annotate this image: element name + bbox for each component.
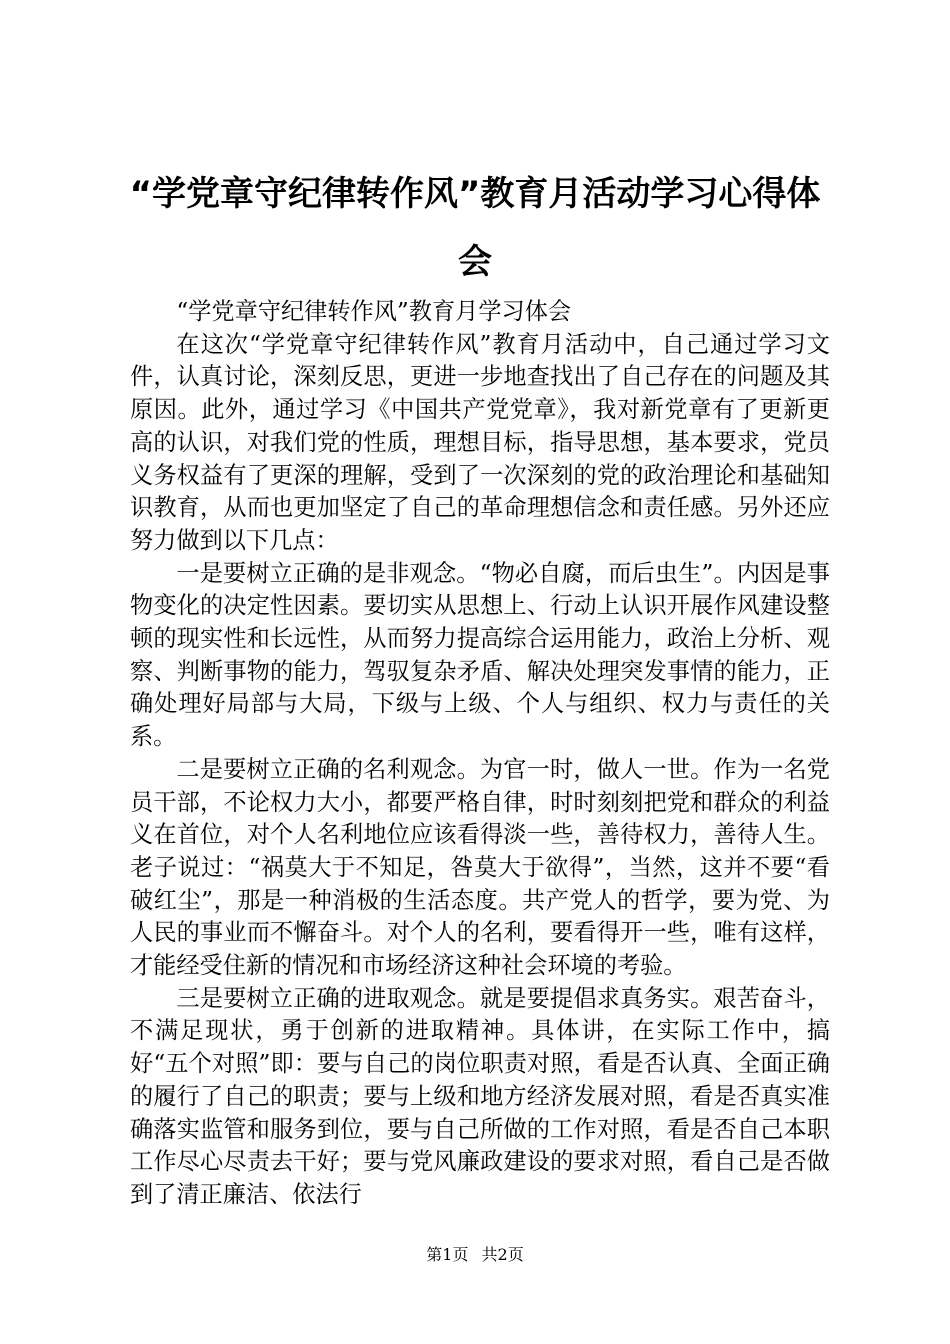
paragraph-subtitle: “学党章守纪律转作风”教育月学习体会 [176, 298, 572, 325]
page-total: 共2页 [481, 1245, 524, 1264]
paragraph-intro: 在这次“学党章守纪律转作风”教育月活动中，自己通过学习文件，认真讨论，深刻反思，更进一步地查找出了自己存在的问题及其原因。此外，通过学习《中国共产党党章》，我对新党章有了更新更高的认识，对我们党的性质，理想目标，指导思想，基本要求，党员义务权益有了更深的理解，受到了一次深刻的党的政治理论和基础知识教育，从而也更加坚定了自己的革命理想信念和责任感。另外还应努力做到以下几点： [130, 330, 830, 554]
paragraph-point-three: 三是要树立正确的进取观念。就是要提倡求真务实。艰苦奋斗，不满足现状，勇于创新的进取精神。具体讲，在实际工作中，搞好“五个对照”即：要与自己的岗位职责对照，看是否认真、全面正确的履行了自己的职责；要与上级和地方经济发展对照，看是否真实准确落实监管和服务到位，要与自己所做的工作对照，看是否自己本职工作尽心尽责去干好；要与党风廉政建设的要求对照，看自己是否做到了清正廉洁、依法行 [130, 984, 830, 1208]
document-title: “学党章守纪律转作风”教育月活动学习心得体会 [129, 174, 821, 282]
document-body [130, 296, 830, 1212]
paragraph-point-two: 二是要树立正确的名利观念。为官一时，做人一世。作为一名党员干部，不论权力大小，都要严格自律，时时刻刻把党和群众的利益义在首位，对个人名利地位应该看得淡一些，善待权力，善待人生。老子说过：“祸莫大于不知足，咎莫大于欲得”，当然，这并不要“看破红尘”，那是一种消极的生活态度。共产党人的哲学，要为党、为人民的事业而不懈奋斗。对个人的名利，要看得开一些，唯有这样，才能经受住新的情况和市场经济这种社会环境的考验。 [130, 755, 830, 980]
page-number: 第1页 [426, 1245, 469, 1264]
paragraph-point-one: 一是要树立正确的是非观念。“物必自腐，而后虫生”。内因是事物变化的决定性因素。要切实从思想上、行动上认识开展作风建设整顿的现实性和长远性，从而努力提高综合运用能力，政治上分析、观察、判断事物的能力，驾驭复杂矛盾、解决处理突发事情的能力，正确处理好局部与大局，下级与上级、个人与组织、权力与责任的关系。 [130, 559, 830, 751]
page-footer [0, 1245, 950, 1265]
